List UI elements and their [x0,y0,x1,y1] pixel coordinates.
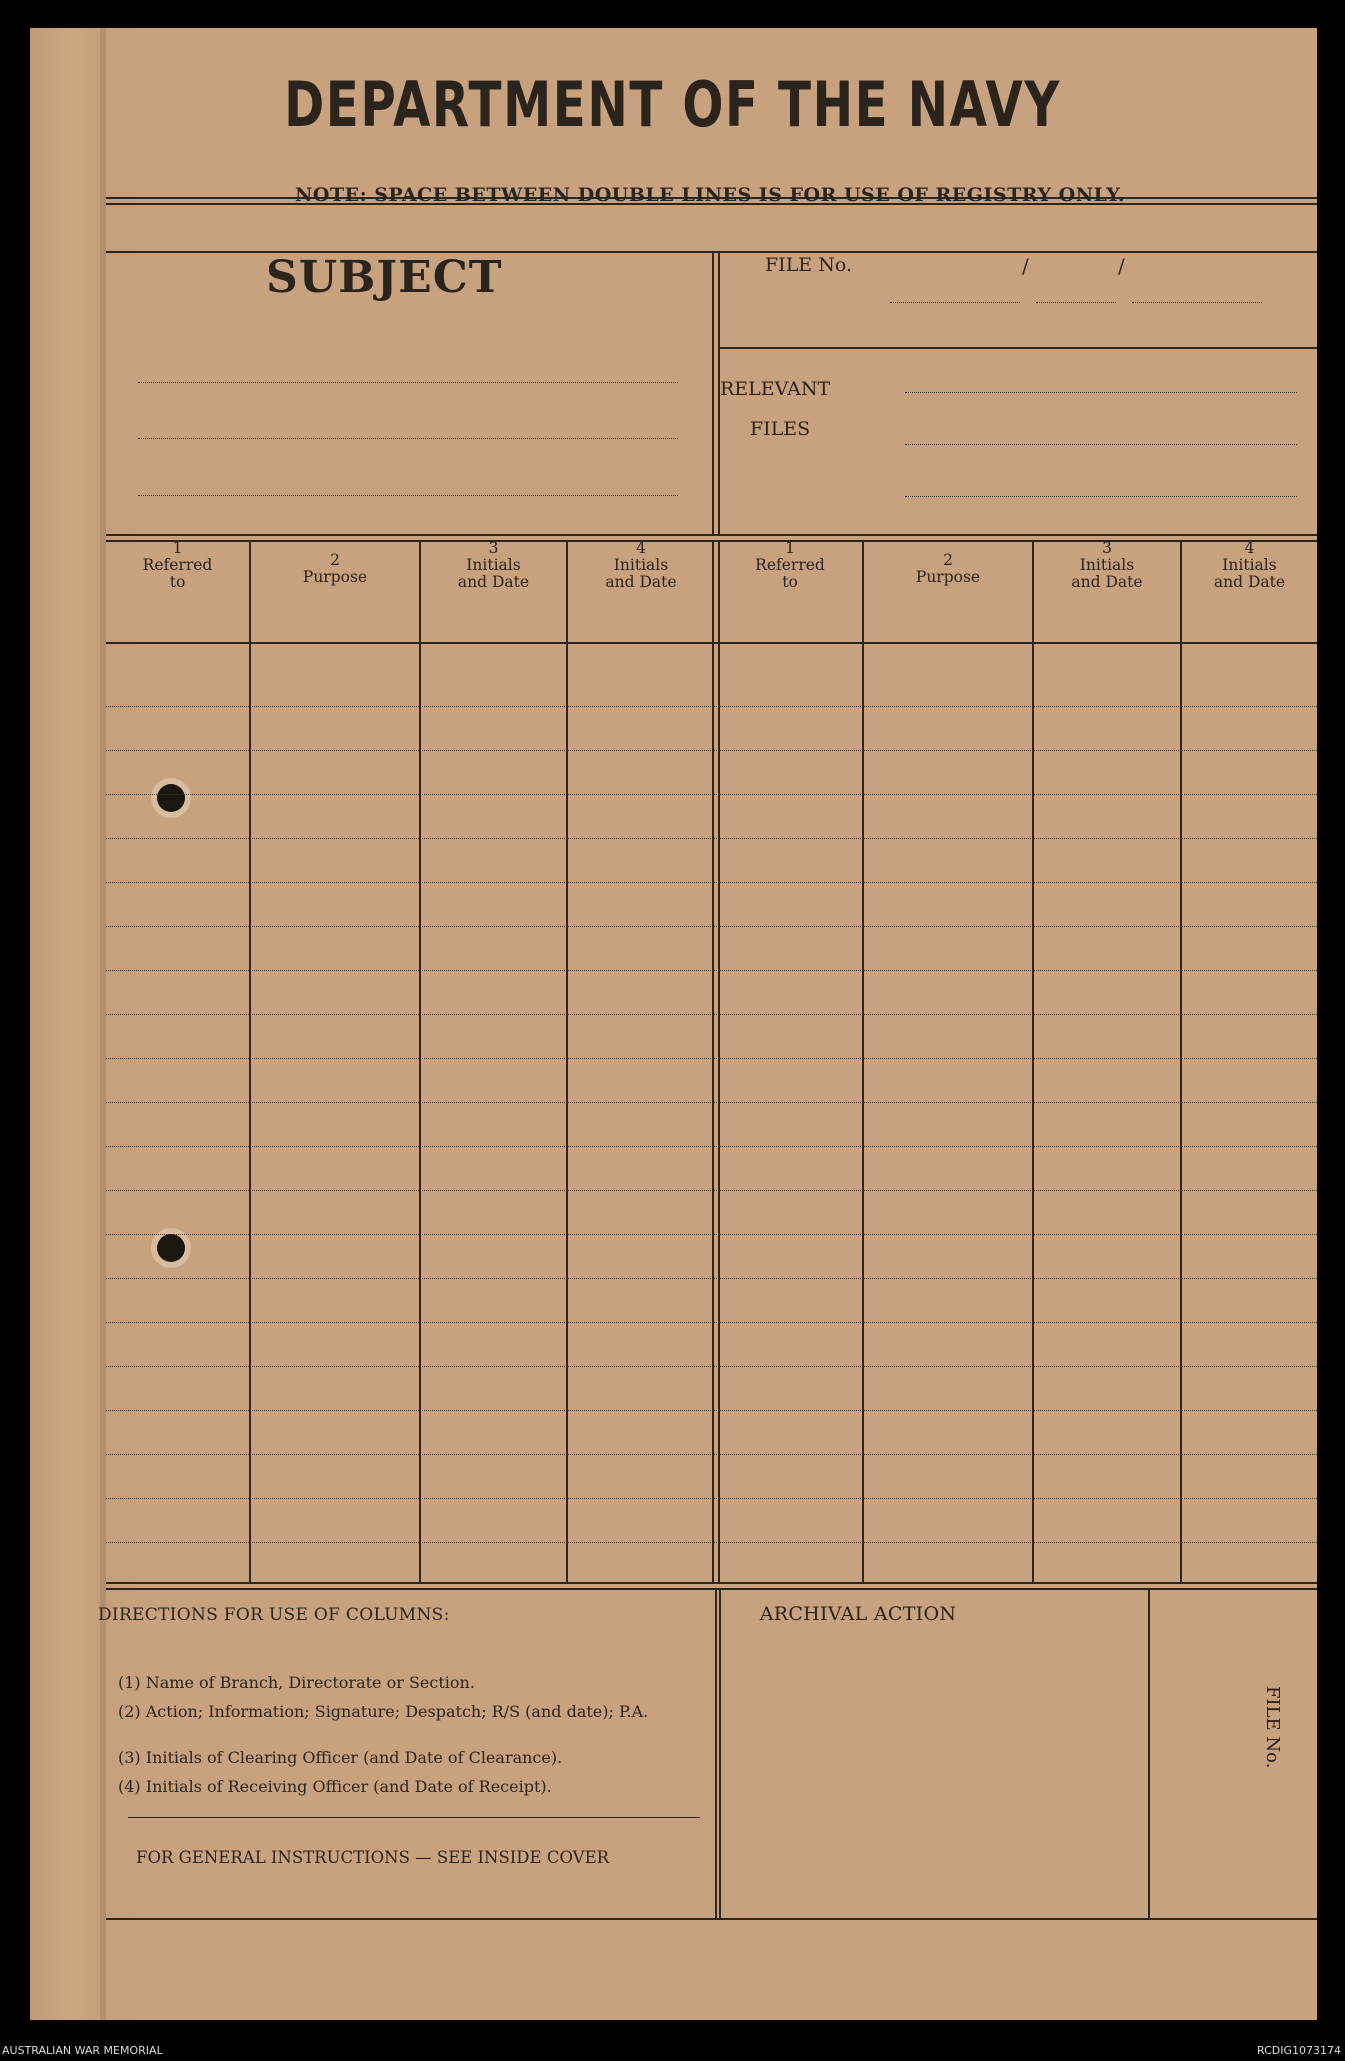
relevant-file-line-2[interactable] [905,444,1297,445]
column-header-purpose-left: 2 Purpose [302,551,368,586]
table-line-bottom [106,1582,1317,1584]
table-row[interactable] [106,794,1317,795]
column-header-initials-receiving-right: 4 Initials and Date [1213,539,1286,591]
table-row[interactable] [106,1058,1317,1059]
table-row[interactable] [106,882,1317,883]
column-header-initials-receiving-left: 4 Initials and Date [605,539,677,591]
subject-line-2[interactable] [138,438,678,439]
table-row[interactable] [106,1454,1317,1455]
general-instructions: FOR GENERAL INSTRUCTIONS — SEE INSIDE COVER [136,1848,610,1867]
column-divider [1180,542,1182,1582]
directions-divider-2 [719,1590,721,1918]
punch-hole-top [157,784,185,812]
file-no-field-3[interactable] [1132,302,1262,303]
footer-left: AUSTRALIAN WAR MEMORIAL [2,2044,163,2057]
archival-divider [1148,1590,1150,1918]
subject-divider [712,251,714,534]
column-header-referred-to-left: 1 Referred to [142,539,213,591]
form-bottom-line [106,1918,1317,1920]
table-row[interactable] [106,1366,1317,1367]
table-line-bottom-2 [106,1588,1317,1590]
direction-item-1: (1) Name of Branch, Directorate or Section. [118,1673,475,1692]
column-divider-center-2 [718,542,720,1582]
relevant-label: RELEVANT [720,378,831,400]
table-row[interactable] [106,1102,1317,1103]
column-divider [1032,542,1034,1582]
file-no-slash-2: / [1118,254,1125,278]
spine-fold [100,28,106,2020]
table-row[interactable] [106,1190,1317,1191]
table-line-top [106,534,1317,536]
file-cover-sheet [30,28,1317,2020]
column-divider [249,542,251,1582]
edge-notch-bottom [0,1235,12,1275]
file-no-field-2[interactable] [1036,302,1116,303]
file-no-vertical-label: FILE No. [1262,1686,1283,1769]
file-no-label: FILE No. [765,254,852,276]
footer-right: RCDIG1073174 [1256,2044,1341,2057]
relevant-file-line-3[interactable] [905,496,1297,497]
table-row[interactable] [106,1146,1317,1147]
column-header-referred-to-right: 1 Referred to [755,539,825,591]
table-row[interactable] [106,1410,1317,1411]
relevant-file-line-1[interactable] [905,392,1297,393]
column-header-purpose-right: 2 Purpose [915,551,981,586]
column-divider-center [712,542,714,1582]
relevant-files-divider [718,347,1317,349]
direction-item-2: (2) Action; Information; Signature; Despatch; R/S (and date); P.A. [118,1702,649,1721]
column-divider [566,542,568,1582]
direction-item-4: (4) Initials of Receiving Officer (and Date of Receipt). [118,1777,552,1796]
punch-hole-bottom [157,1234,185,1262]
direction-item-3: (3) Initials of Clearing Officer (and Date of Clearance). [118,1748,563,1767]
archival-action-title: ARCHIVAL ACTION [759,1603,957,1625]
table-row[interactable] [106,1498,1317,1499]
table-row[interactable] [106,1234,1317,1235]
table-row[interactable] [106,1014,1317,1015]
table-row[interactable] [106,750,1317,751]
column-header-initials-clearing-left: 3 Initials and Date [457,539,530,591]
table-row[interactable] [106,1322,1317,1323]
column-divider [419,542,421,1582]
table-row[interactable] [106,970,1317,971]
column-divider [862,542,864,1582]
directions-title: DIRECTIONS FOR USE OF COLUMNS: [98,1605,450,1625]
department-title: DEPARTMENT OF THE NAVY [284,68,1061,141]
directions-divider [715,1590,717,1918]
subject-label: SUBJECT [266,252,503,303]
file-no-field-1[interactable] [890,302,1020,303]
file-no-slash-1: / [1022,254,1029,278]
files-label: FILES [750,418,811,440]
table-row[interactable] [106,1542,1317,1543]
directions-rule [128,1817,700,1818]
registry-note: NOTE: SPACE BETWEEN DOUBLE LINES IS FOR USE OF REGISTRY ONLY. [295,184,1125,206]
edge-notch-top [0,780,12,820]
table-row[interactable] [106,706,1317,707]
table-row[interactable] [106,1278,1317,1279]
column-header-initials-clearing-right: 3 Initials and Date [1071,539,1143,591]
table-row[interactable] [106,926,1317,927]
subject-line-3[interactable] [138,495,678,496]
subject-line-1[interactable] [138,382,678,383]
table-row[interactable] [106,838,1317,839]
